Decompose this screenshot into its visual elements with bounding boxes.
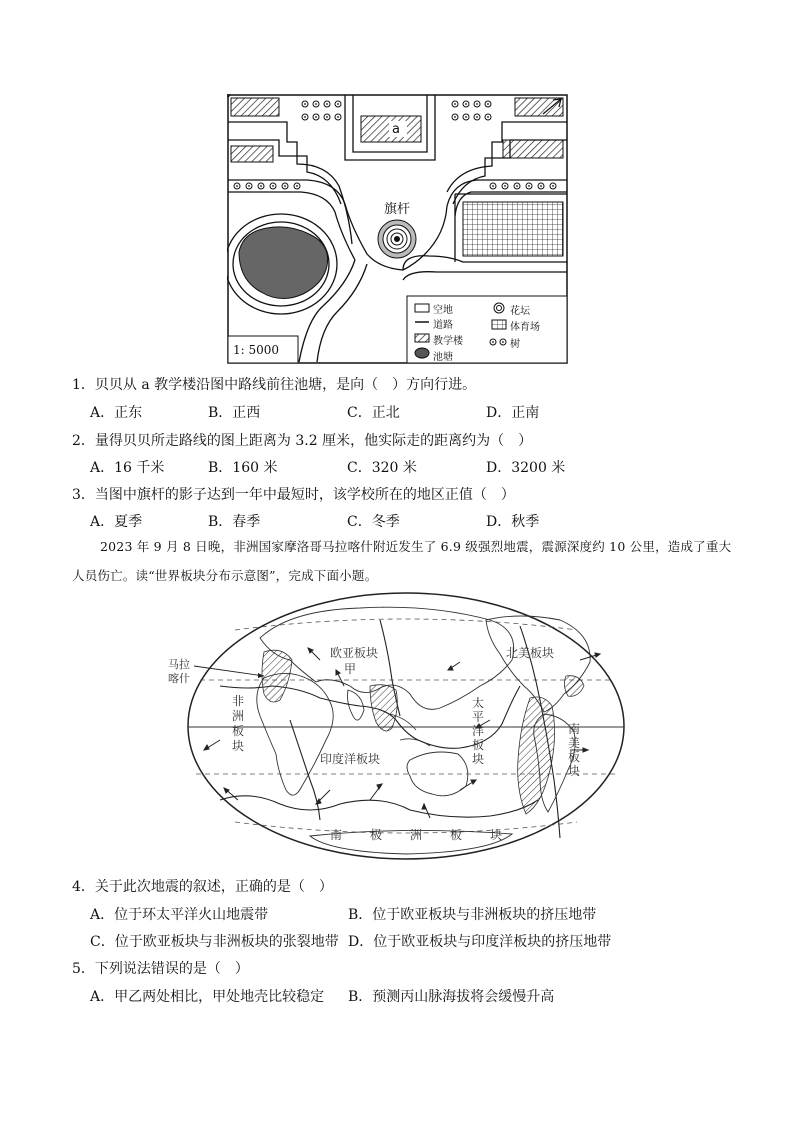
q4-option-d[interactable]: D．位于欧亚板块与印度洋板块的挤压地带 <box>348 934 612 950</box>
q1-option-a[interactable]: A．正东 <box>90 405 143 421</box>
stadium <box>463 202 563 256</box>
label-eurasian-plate: 欧亚板块 <box>330 646 379 660</box>
q2-option-a[interactable]: A．16 千米 <box>90 460 165 476</box>
label-antarctic-plate <box>330 826 502 843</box>
antarctic-char-5: 块 <box>490 828 503 842</box>
building-right <box>503 140 563 158</box>
pacific-char-4: 板 <box>472 738 485 752</box>
world-plates-svg <box>160 590 630 866</box>
scale-label: 1: 5000 <box>233 343 280 357</box>
label-indian-ocean-plate: 印度洋板块 <box>320 752 381 766</box>
question-2-stem: 2．量得贝贝所走路线的图上距离为 3.2 厘米，他实际走的距离约为（ ） <box>72 433 533 449</box>
question-1-stem: 1．贝贝从 a 教学楼沿图中路线前往池塘，是向（ ）方向行进。 <box>72 377 477 393</box>
south-american-char-4: 块 <box>568 764 581 778</box>
label-pacific-plate <box>472 696 486 766</box>
passage-text: 2023 年 9 月 8 日晚，非洲国家摩洛哥马拉喀什附近发生了 6.9 级强烈地震，震源深度约 10 公里，造成了重大人员伤亡。读“世界板块分布示意图”，完成下面小题。 <box>72 539 732 583</box>
antarctic-char-2: 极 <box>370 828 383 842</box>
q5-option-a[interactable]: A．甲乙两处相比，甲处地壳比较稳定 <box>90 989 325 1005</box>
question-3-stem: 3．当图中旗杆的影子达到一年中最短时，该学校所在的地区正值（ ） <box>72 487 515 503</box>
q1-option-c[interactable]: C．正北 <box>347 405 400 421</box>
q2-option-b[interactable]: B．160 米 <box>208 460 278 476</box>
african-char-1: 非 <box>232 694 245 708</box>
legend-tree: 树 <box>510 339 520 350</box>
flagpole-label: 旗杆 <box>384 202 411 217</box>
legend-flower-bed: 花坛 <box>510 306 530 317</box>
antarctic-char-3: 洲 <box>410 828 423 842</box>
african-char-4: 块 <box>232 739 245 753</box>
q1-option-b[interactable]: B．正西 <box>208 405 261 421</box>
building-a-label: a <box>392 122 400 137</box>
legend-road: 道路 <box>433 320 453 331</box>
pacific-char-3: 洋 <box>472 724 485 738</box>
q4-option-b[interactable]: B．位于欧亚板块与非洲板块的挤压地带 <box>348 907 597 923</box>
q1-option-d[interactable]: D．正南 <box>486 405 540 421</box>
q5-option-b[interactable]: B．预测丙山脉海拔将会缓慢升高 <box>348 989 555 1005</box>
legend-open-space: 空地 <box>433 305 453 316</box>
label-african-plate <box>232 694 246 754</box>
q2-option-d[interactable]: D．3200 米 <box>486 460 566 476</box>
building-left <box>231 146 273 162</box>
label-marrakech: 马拉喀什 <box>168 658 190 685</box>
legend-teaching-building: 教学楼 <box>433 336 463 347</box>
label-south-american-plate <box>568 722 582 778</box>
pacific-char-1: 太 <box>472 696 485 710</box>
world-plates-map <box>160 590 630 866</box>
pacific-char-2: 平 <box>472 710 485 724</box>
q3-option-c[interactable]: C．冬季 <box>347 514 400 530</box>
q4-option-a[interactable]: A．位于环太平洋火山地震带 <box>90 907 269 923</box>
q3-option-a[interactable]: A．夏季 <box>90 514 143 530</box>
antarctic-char-4: 板 <box>450 828 463 842</box>
legend-pond: 池塘 <box>433 352 453 363</box>
flower-bed <box>378 220 416 258</box>
pacific-char-5: 块 <box>472 752 485 766</box>
label-jia: 甲 <box>344 662 357 676</box>
question-5-stem: 5．下列说法错误的是（ ） <box>72 961 249 977</box>
building-top-right <box>515 98 563 116</box>
legend-stadium: 体育场 <box>510 322 540 333</box>
q2-option-c[interactable]: C．320 米 <box>347 460 417 476</box>
school-map <box>227 94 568 364</box>
label-north-american-plate: 北美板块 <box>506 646 555 660</box>
q3-option-d[interactable]: D．秋季 <box>486 514 540 530</box>
building-top-left <box>231 98 279 116</box>
african-char-3: 板 <box>232 724 245 738</box>
south-american-char-3: 板 <box>568 750 581 764</box>
q3-option-b[interactable]: B．春季 <box>208 514 261 530</box>
south-american-char-1: 南 <box>568 722 581 736</box>
south-american-char-2: 美 <box>568 736 581 750</box>
african-char-2: 洲 <box>232 709 245 723</box>
q4-option-c[interactable]: C．位于欧亚板块与非洲板块的张裂地带 <box>90 934 339 950</box>
antarctic-char-1: 南 <box>330 828 343 842</box>
question-4-stem: 4．关于此次地震的叙述，正确的是（ ） <box>72 879 333 895</box>
